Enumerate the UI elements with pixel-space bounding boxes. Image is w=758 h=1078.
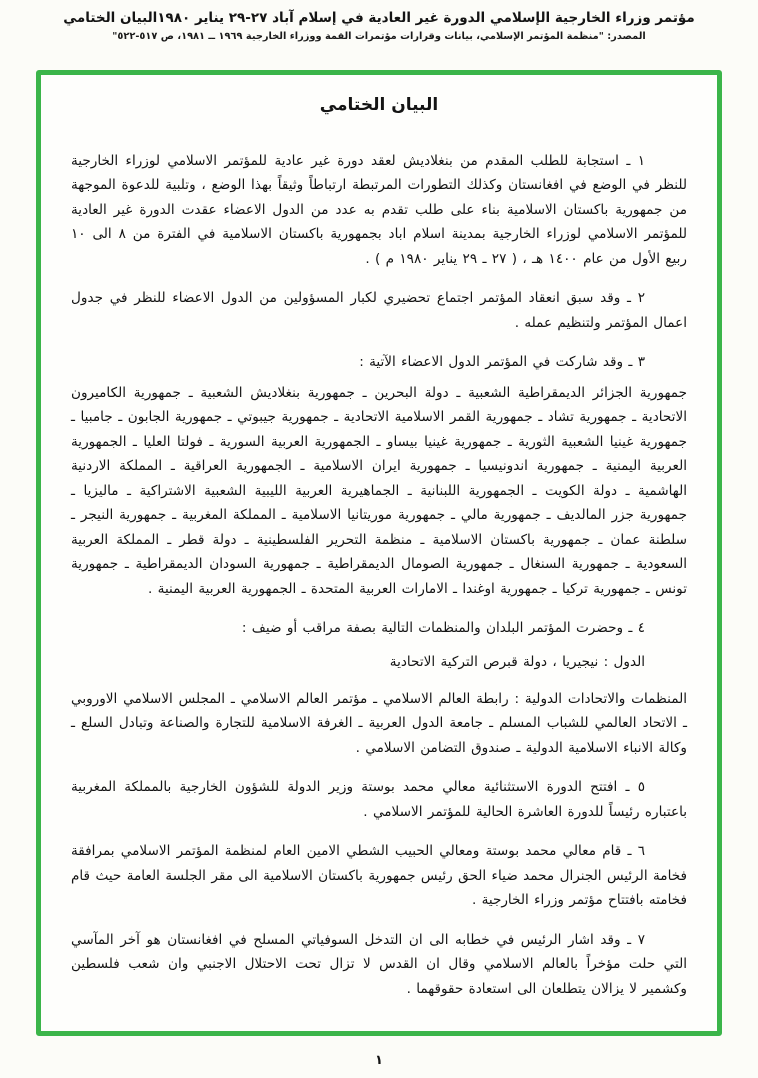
paragraph-4-organizations-list: المنظمات والاتحادات الدولية : رابطة العالم الاسلامي ـ مؤتمر العالم الاسلامي ـ المجلس الاسلامي الاوروبي ـ الاتحاد العالمي للشباب المسلم ـ جامعة الدول العربية ـ الغرفة الاسلامية للتجارة والصناعة وتبادل السلع ـ وكالة الانباء الاسلامية الدولية ـ صندوق التضامن الاسلامي . — [71, 690, 687, 756]
paragraph-7-president-speech: ٧ ـ وقد اشار الرئيس في خطابه الى ان التدخل السوفياتي المسلح في افغانستان هو آخر المآسي التي حلت مؤخراً بالعالم الاسلامي وقال ان القدس لا تزال تحت الاحتلال الاجنبي وان شعب فلسطين وكشمير لا يزالان يتطلعان الى استعادة حقوقهما . — [71, 931, 687, 997]
paragraph-4-observers-heading: ٤ ـ وحضرت المؤتمر البلدان والمنظمات التالية بصفة مراقب أو ضيف : — [241, 619, 645, 636]
paragraph-2-preparatory-meeting: ٢ ـ وقد سبق انعقاد المؤتمر اجتماع تحضيري لكبار المسؤولين من الدول الاعضاء للنظر في جدول اعمال المؤتمر ولتنظيم عمله . — [71, 290, 687, 331]
green-border-frame — [36, 70, 722, 1036]
document-header-title: مؤتمر وزراء الخارجية الإسلامي الدورة غير العادية في إسلام آباد ٢٧-٢٩ يناير ١٩٨٠البيان الختامي — [63, 10, 695, 26]
document-header — [0, 0, 758, 42]
paragraph-4-observer-states: الدول : نيجيريا ، دولة قبرص التركية الاتحادية — [389, 654, 645, 671]
paragraph-6-president-escort: ٦ ـ قام معالي محمد بوستة ومعالي الحبيب الشطي الامين العام لمنظمة المؤتمر الاسلامي بمرافقة فخامة الرئيس الجنرال محمد ضياء الحق رئيس جمهورية باكستان الاسلامية الى مقر الجلسة العامة حيث قام فخامته بافتتاح مؤتمر وزراء الخارجية . — [71, 843, 687, 909]
page-number: ١ — [375, 1053, 383, 1068]
paragraph-5-session-opening: ٥ ـ افتتح الدورة الاستثنائية معالي محمد بوستة وزير الدولة للشؤون الخارجية بالمملكة المغربية باعتباره رئيساً للدورة العاشرة الحالية للمؤتمر الاسلامي . — [71, 779, 687, 820]
paragraph-3-member-states-list: جمهورية الجزائر الديمقراطية الشعبية ـ دولة البحرين ـ جمهورية بنغلاديش الشعبية ـ جمهورية الكاميرون الاتحادية ـ جمهورية تشاد ـ جمهورية القمر الاسلامية الاتحادية ـ جمهورية جيبوتي ـ جمهورية الجابون ـ جامبيا ـ جمهورية غينيا الشعبية الثورية ـ جمهورية غينيا بيساو ـ الجمهورية العربية السورية ـ فولتا العليا ـ الجمهورية العربية اليمنية ـ جمهورية اندونيسيا ـ جمهورية ايران الاسلامية ـ الجمهورية العراقية ـ المملكة الاردنية الهاشمية ـ دولة الكويت ـ الجمهورية اللبنانية ـ الجماهيرية العربية الليبية الشعبية الاشتراكية ـ ماليزيا ـ جمهورية جزر المالديف ـ جمهورية مالي ـ جمهورية موريتانيا الاسلامية ـ المملكة المغربية ـ جمهورية النيجر ـ سلطنة عمان ـ جمهورية باكستان الاسلامية ـ منظمة التحرير الفلسطينية ـ دولة قطر ـ المملكة العربية السعودية ـ جمهورية السنغال ـ جمهورية الصومال الديمقراطية ـ جمهورية السودان الديمقراطية ـ جمهورية تونس ـ جمهورية تركيا ـ جمهورية اوغندا ـ الامارات العربية المتحدة ـ الجمهورية العربية اليمنية . — [71, 384, 687, 597]
paragraph-3-participants-heading: ٣ ـ وقد شاركت في المؤتمر الدول الاعضاء الآتية : — [359, 354, 645, 371]
paragraph-1-convening: ١ ـ استجابة للطلب المقدم من بنغلاديش لعقد دورة غير عادية للمؤتمر الاسلامي لوزراء الخارجية للنظر في الوضع في افغانستان وكذلك التطورات المرتبطة ارتباطاً وثيقاً بهذا الوضع ، وتلبية للدعوة الموجهة من جمهورية باكستان الاسلامية بناء على طلب تقدم به عدد من الدول الاعضاء عقدت الدورة غير العادية للمؤتمر الاسلامي لوزراء الخارجية بمدينة اسلام اباد بجمهورية باكستان الاسلامية في الفترة من ٨ الى ١٠ ربيع الأول من عام ١٤٠٠ هـ ، ( ٢٧ ـ ٢٩ يناير ١٩٨٠ م ) . — [71, 153, 687, 267]
document-source-line: المصدر: "منظمة المؤتمر الإسلامي، بيانات وقرارات مؤتمرات القمة ووزراء الخارجية ١٩٦٩ ــ ١٩٨١، ص ٥١٧-٥٢٢" — [112, 31, 646, 42]
communique-title: البيان الختامي — [319, 95, 439, 115]
